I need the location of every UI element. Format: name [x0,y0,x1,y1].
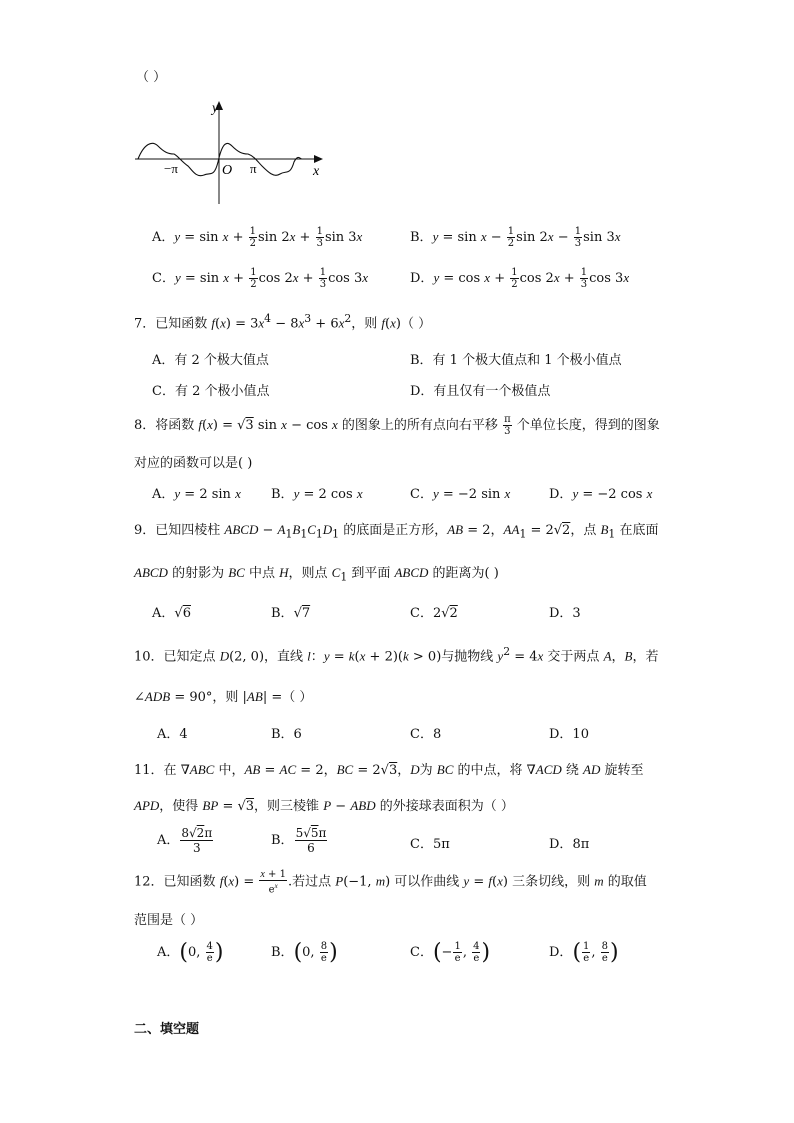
q12-option-d: D．( $\frac{1}{e}$ , $\frac{8}{e}$ ) [549,940,619,965]
q11-option-c: C．5π [410,837,450,852]
neg-pi-label: −π [164,161,178,176]
q11-stem-line2: APD，使得 BP = √3，则三棱锥 P − ABD 的外接球表面积为（ ） [134,798,514,814]
q10-stem-line1: 10．已知定点 D(2, 0)，直线 l：y = k(x + 2)(k > 0)与抛物线 $y^2 = 4x$ 交于两点 A，B，若 [134,645,659,665]
function-graph [130,96,330,208]
q6-option-b: B．y = sin x − $\frac{1}{2}$ sin 2x − $\frac{1}{3}$ sin 3x [410,226,621,249]
q11-option-a: A． $\frac{8√2\pi}{3}$ [157,826,213,855]
q12-stem-line1: 12．已知函数 f(x) = $\frac{x + 1}{e^x}$ .若过点 P(−1, m) 可以作曲线 y = f(x) 三条切线，则 m 的取值 [134,869,647,896]
q9-stem-line1: 9．已知四棱柱 ABCD − $A_1B_1C_1D_1$ 的底面是正方形，AB = 2，$AA_1 = 2√2$，点 $B_1$ 在底面 [134,522,659,541]
section-title: 二、填空题 [134,1022,200,1037]
q7-stem: 7．已知函数 $f(x) = 3x^4 - 8x^3 + 6x^2$，则 f(x)（ ） [134,312,432,332]
q9-option-a: A．√6 [152,606,191,621]
q8-option-c: C．y = −2 sin x [410,486,511,502]
q12-option-b: B．(0, $\frac{8}{e}$ ) [271,940,338,965]
q9-option-b: B．√7 [271,606,311,621]
q6-option-a: A．y = sin x + $\frac{1}{2}$ sin 2x + $\frac{1}{3}$ sin 3x [152,226,363,249]
q10-option-c: C．8 [410,727,442,742]
q12-option-c: C．(− $\frac{1}{e}$ , $\frac{4}{e}$ ) [410,940,491,965]
q7-option-a: A．有 2 个极大值点 [152,353,269,368]
q11-option-d: D．8π [549,837,590,852]
origin-label: O [222,163,233,178]
x-axis-arrow [314,155,323,163]
q9-option-c: C．2√2 [410,606,458,621]
q8-option-a: A．y = 2 sin x [152,486,241,502]
x-axis-label: x [313,164,320,179]
pi-label: π [250,161,257,176]
q9-stem-line2: ABCD 的射影为 BC 中点 H，则点 $C_1$ 到平面 ABCD 的距离为( ) [134,565,499,584]
q7-option-c: C．有 2 个极小值点 [152,384,270,399]
q9-option-d: D．3 [549,606,581,621]
q11-stem-line1: 11．在 ∇ABC 中，AB = AC = 2，BC = 2√3，D为 BC 的中点，将 ∇ACD 绕 AD 旋转至 [134,762,644,778]
answer-paren: （ ） [136,70,167,85]
q8-option-b: B．y = 2 cos x [271,486,363,502]
q10-option-b: B．6 [271,727,302,742]
q12-stem-line2: 范围是（ ） [134,913,204,928]
q8-option-d: D．y = −2 cos x [549,486,653,502]
y-axis-label: y [212,101,219,116]
q7-option-b: B．有 1 个极大值点和 1 个极小值点 [410,353,622,368]
q7-option-d: D．有且仅有一个极值点 [410,384,551,399]
q8-stem-line2: 对应的函数可以是( ) [134,456,253,471]
q12-option-a: A．(0, $\frac{4}{e}$ ) [157,940,224,965]
q10-stem-line2: ∠ADB = 90°，则 |AB| =（ ） [134,689,313,705]
q8-stem-line1: 8．将函数 f(x) = √3 sin x − cos x 的图象上的所有点向右平移 $\frac{\pi}{3}$ 个单位长度，得到的图象 [134,414,660,437]
q11-option-b: B． $\frac{5√5\pi}{6}$ [271,826,327,855]
q6-option-c: C．y = sin x + $\frac{1}{2}$ cos 2x + $\frac{1}{3}$ cos 3x [152,267,369,290]
q10-option-d: D．10 [549,727,589,742]
q10-option-a: A．4 [157,727,188,742]
q6-option-d: D．y = cos x + $\frac{1}{2}$ cos 2x + $\frac{1}{3}$ cos 3x [410,267,630,290]
